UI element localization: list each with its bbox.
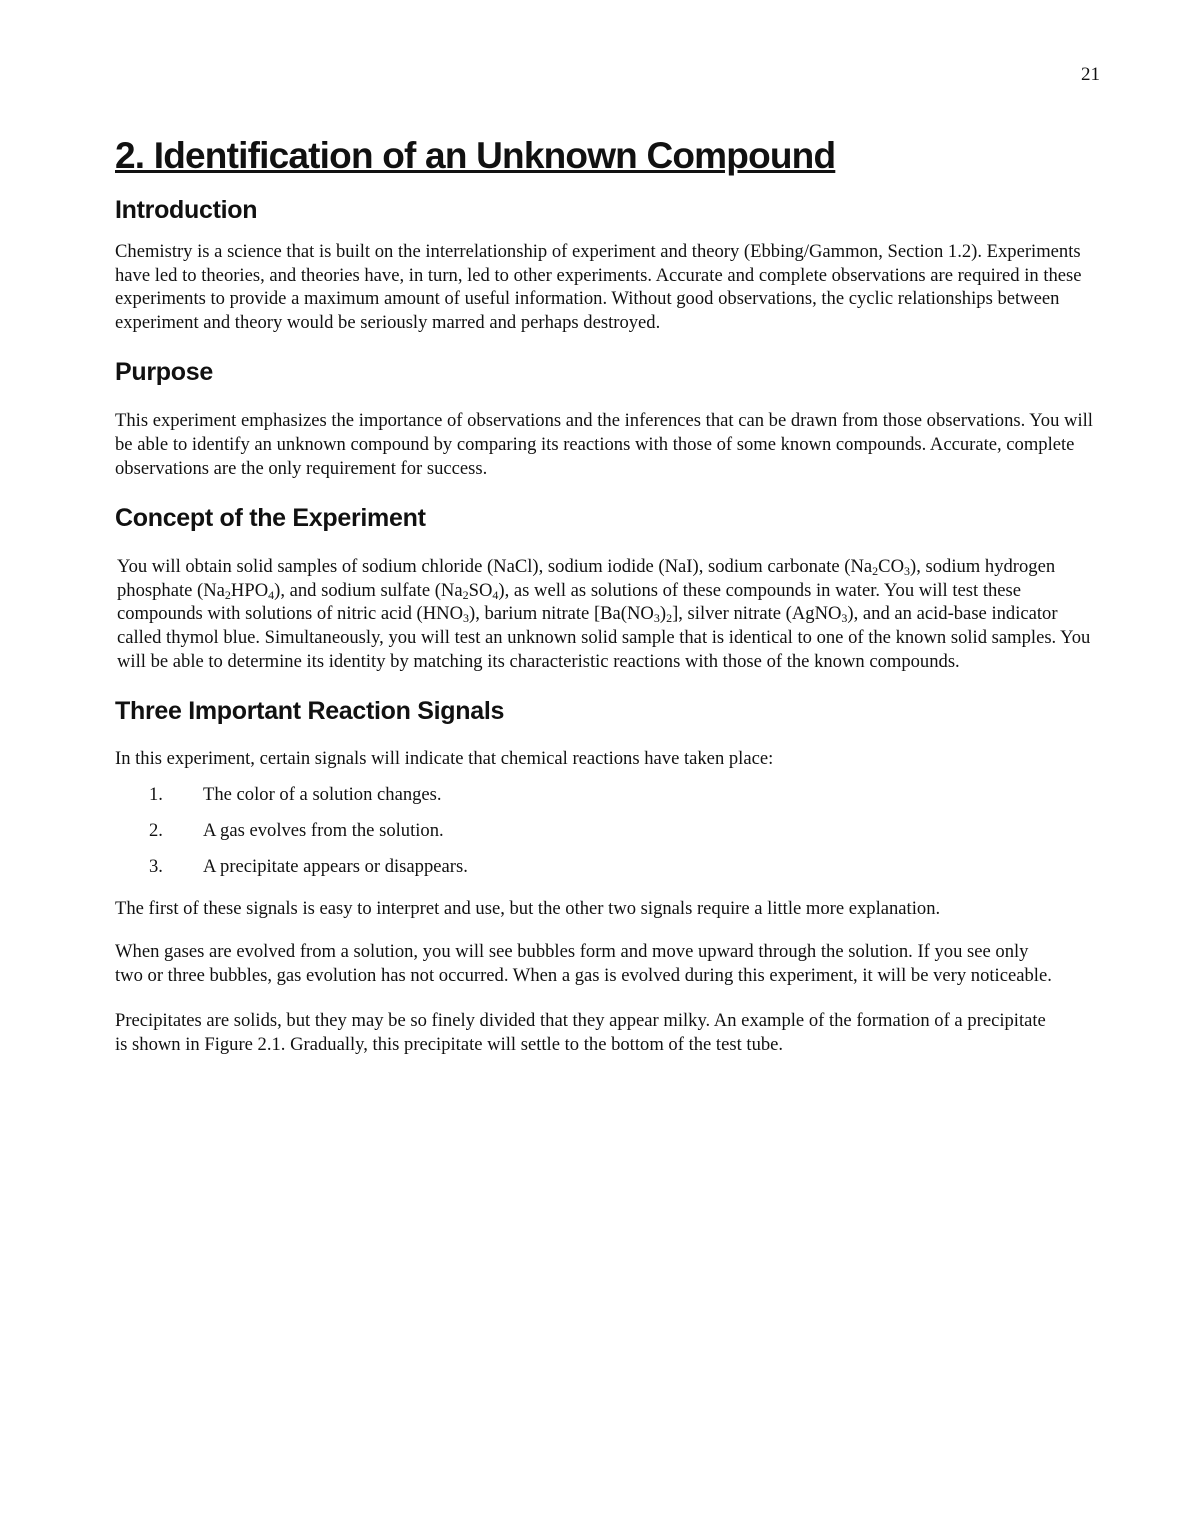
- concept-text: ), and an acid-base indicator called thymol blue. Simultaneously, you will test an unknown solid sample that is identical to one of the known solid samples. You will be able to determine its identity by matching its characteristic reactions with those of the known compounds.: [117, 603, 1091, 672]
- precipitates-paragraph: Precipitates are solids, but they may be so finely divided that they appear milky. An example of the formation of a precipitate is shown in Figure 2.1. Gradually, this precipitate will settle to the bottom of the test tube.: [115, 1010, 1046, 1055]
- page-number: 21: [1081, 64, 1100, 85]
- concept-text: CO: [878, 556, 905, 578]
- gases-paragraph: When gases are evolved from a solution, you will see bubbles form and move upward through the solution. If you see only two or three bubbles, gas evolution has not occurred. When a gas is evolved during this experiment, it will be very noticeable.: [115, 941, 1052, 986]
- first-signal-paragraph: The first of these signals is easy to interpret and use, but the other two signals require a little more explanation.: [115, 897, 941, 919]
- concept-text: ), as well as solutions of these compounds in water. You will test these compounds with solutions of nitric acid (HNO: [117, 579, 1022, 625]
- list-item: [115, 855, 1105, 879]
- list-item-text: The color of a solution changes.: [203, 783, 442, 805]
- subscript: 2: [872, 564, 879, 579]
- signals-heading: Three Important Reaction Signals: [115, 697, 505, 726]
- subscript: 4: [492, 587, 499, 602]
- page-content: [115, 130, 1105, 1056]
- page-title: 2. Identification of an Unknown Compound: [115, 135, 836, 176]
- list-item-text: A gas evolves from the solution.: [203, 819, 444, 841]
- concept-heading: Concept of the Experiment: [115, 504, 426, 533]
- subscript: 4: [268, 587, 275, 602]
- signals-list: [115, 783, 1105, 879]
- introduction-paragraph: Chemistry is a science that is built on the interrelationship of experiment and theory (Ebbing/Gammon, Section 1.2). Experiments have led to theories, and theories have, in turn, led to other experiments. Accurate and complete observations are required in these experiments to provide a maximum amount of useful information. Without good observations, the cyclic relationships between experiment and theory would be seriously marred and perhaps destroyed.: [115, 241, 1082, 333]
- purpose-paragraph: This experiment emphasizes the importance of observations and the inferences that can be drawn from those observations. You will be able to identify an unknown compound by comparing its reactions with those of some known compounds. Accurate, complete observations are the only requirement for success.: [115, 410, 1093, 479]
- subscript: 3: [904, 564, 911, 579]
- list-item-number: 2.: [149, 819, 163, 841]
- concept-text: HPO: [230, 579, 269, 601]
- concept-text: SO: [468, 579, 493, 601]
- subscript: 3: [463, 611, 470, 626]
- subscript: 2: [666, 611, 673, 626]
- introduction-heading: Introduction: [115, 196, 258, 224]
- subscript: 3: [841, 611, 848, 626]
- concept-text: ), barium nitrate [Ba(NO: [469, 603, 654, 625]
- list-item-number: 1.: [149, 783, 163, 805]
- list-item-number: 3.: [149, 855, 163, 877]
- concept-paragraph: [115, 555, 1105, 673]
- concept-text: You will obtain solid samples of sodium chloride (NaCl), sodium iodide (NaI), sodium carbonate (Na: [117, 556, 873, 578]
- signals-intro-paragraph: In this experiment, certain signals will indicate that chemical reactions have taken place:: [115, 748, 774, 770]
- concept-text: ), and sodium sulfate (Na: [274, 579, 463, 601]
- purpose-heading: Purpose: [115, 358, 213, 387]
- subscript: 2: [224, 587, 231, 602]
- subscript: 2: [462, 587, 469, 602]
- concept-text: ), sodium hydrogen phosphate (Na: [117, 556, 1056, 601]
- list-item-text: A precipitate appears or disappears.: [203, 855, 468, 877]
- list-item: [115, 783, 1105, 807]
- list-item: [115, 819, 1105, 843]
- concept-text: ): [659, 603, 667, 625]
- subscript: 3: [653, 611, 660, 626]
- concept-text: ], silver nitrate (AgNO: [672, 603, 842, 625]
